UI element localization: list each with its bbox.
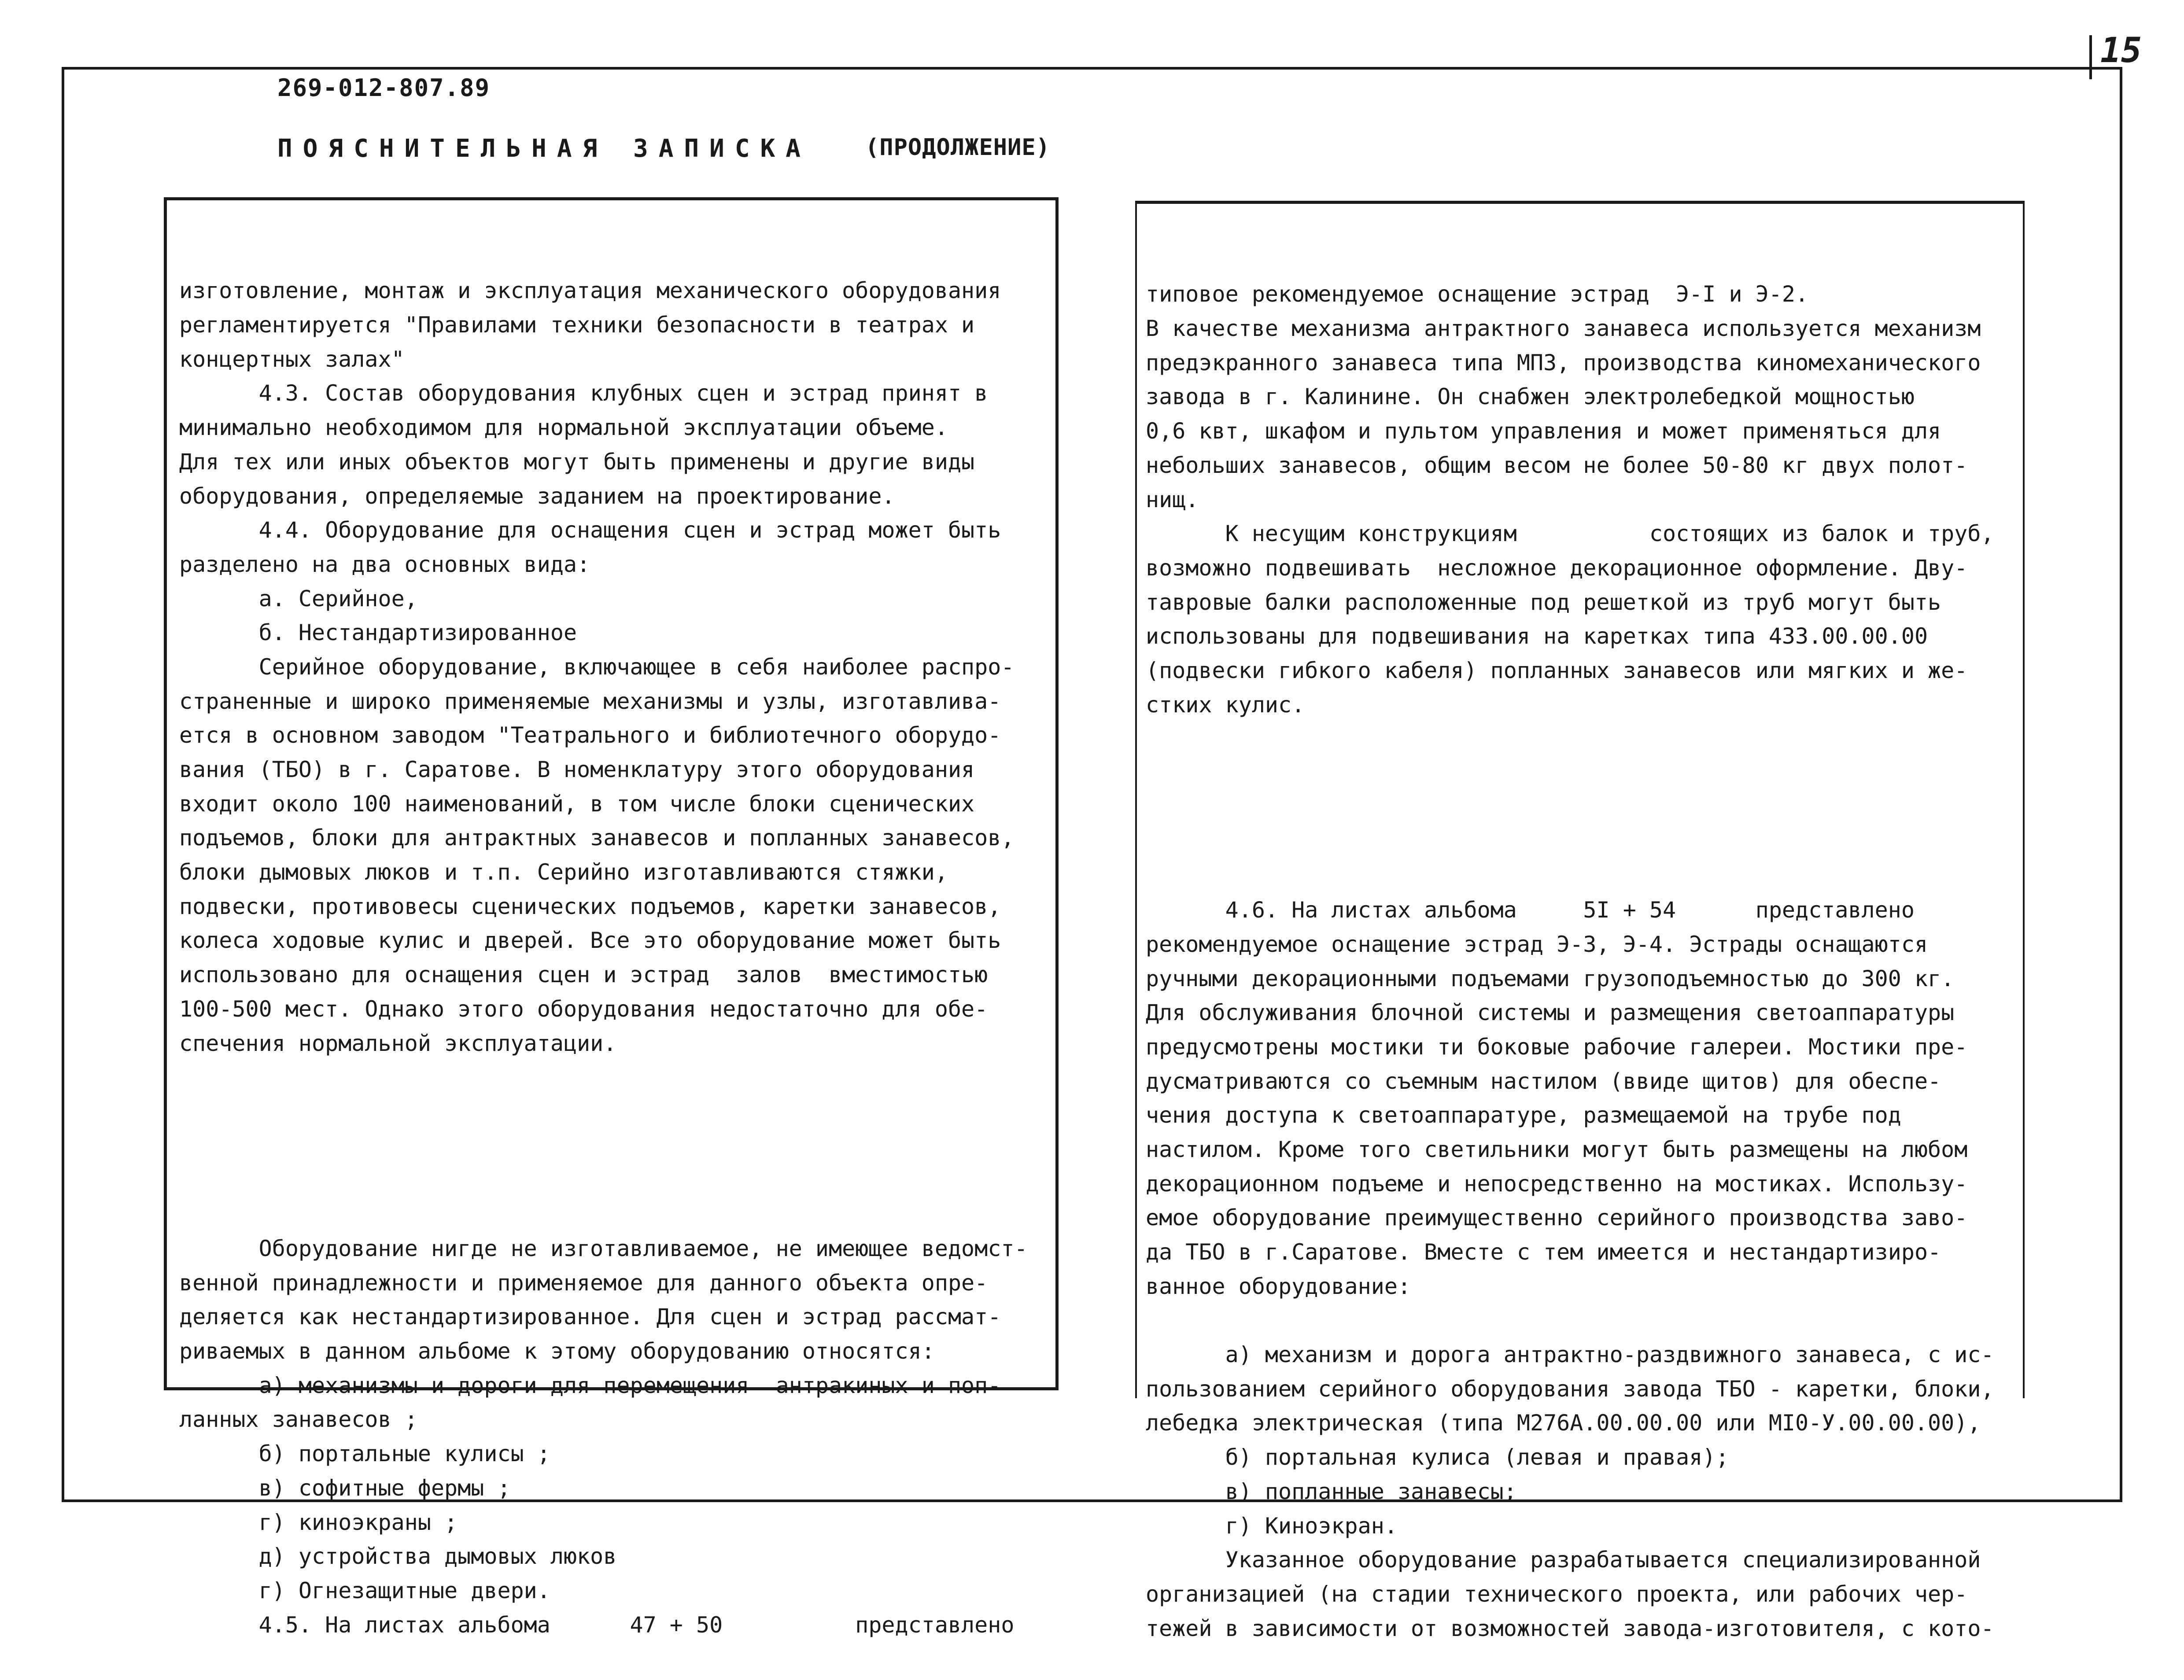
text-line: блоки дымовых люков и т.п. Серийно изготавливаются стяжки,: [179, 859, 948, 885]
text-line: тежей в зависимости от возможностей завода-изготовителя, с кото-: [1146, 1615, 1994, 1641]
text-line: концертных залах": [179, 346, 405, 372]
text-line: предэкранного занавеса типа МПЗ, производства киномеханического: [1146, 350, 1981, 376]
text-line: спечения нормальной эксплуатации.: [179, 1030, 617, 1056]
text-line: минимально необходимом для нормальной эксплуатации объеме.: [179, 415, 948, 441]
text-line: 4.5. На листах альбома 47 + 50 представлено: [179, 1612, 1015, 1638]
text-line: а. Серийное,: [179, 586, 418, 612]
right-paragraphs-continued: [1146, 893, 2023, 1646]
text-line: 4.6. На листах альбома 5I + 54 представлено: [1146, 897, 1915, 923]
text-line: чения доступа к светоаппаратуре, размещаемой на трубе под: [1146, 1102, 1901, 1128]
text-line: б) портальная кулиса (левая и правая);: [1146, 1444, 1729, 1470]
text-line: вания (ТБО) в г. Саратове. В номенклатуру этого оборудования: [179, 757, 975, 783]
text-line: использовано для оснащения сцен и эстрад залов вместимостью: [179, 962, 988, 988]
text-line: г) киноэкраны ;: [179, 1509, 458, 1535]
text-line: б) портальные кулисы ;: [179, 1441, 550, 1467]
text-line: декорационном подъеме и непосредственно на мостиках. Использу-: [1146, 1171, 1968, 1197]
left-text-column: [164, 197, 1059, 1638]
text-line: 0,6 квт, шкафом и пультом управления и может применяться для: [1146, 418, 1941, 444]
text-line: пользованием серийного оборудования завода ТБО - каретки, блоки,: [1146, 1376, 1994, 1402]
text-line: б. Нестандартизированное: [179, 620, 577, 646]
text-line: небольших занавесов, общим весом не более 50-80 кг двух полот-: [1146, 452, 1968, 478]
paragraph-gap: [1146, 791, 2023, 825]
text-line: [1146, 1304, 2023, 1338]
left-paragraphs: [179, 274, 1055, 1061]
text-line: в) попланные занавесы;: [1146, 1478, 1517, 1504]
text-line: оборудования, определяемые заданием на проектирование.: [179, 483, 895, 509]
text-line: 4.3. Состав оборудования клубных сцен и эстрад принят в: [179, 380, 988, 406]
text-line: ванное оборудование:: [1146, 1273, 1411, 1299]
document-code: 269-012-807.89: [277, 74, 491, 102]
text-line: 100-500 мест. Однако этого оборудования недостаточно для обе-: [179, 996, 988, 1022]
text-line: рекомендуемое оснащение эстрад Э-3, Э-4. Эстрады оснащаются: [1146, 931, 1928, 957]
text-line: д) устройства дымовых люков: [179, 1544, 617, 1569]
text-line: ется в основном заводом "Театрального и библиотечного оборудо-: [179, 722, 1001, 748]
text-line: завода в г. Калинине. Он снабжен электролебедкой мощностью: [1146, 384, 1915, 410]
right-text-column: [1135, 201, 2025, 1641]
text-line: лебедка электрическая (типа М276А.00.00.00 или МI0-У.00.00.00),: [1146, 1410, 1981, 1436]
text-line: Оборудование нигде не изготавливаемое, не имеющее ведомст-: [179, 1236, 1028, 1262]
text-line: тавровые балки расположенные под решеткой из труб могут быть: [1146, 589, 1941, 615]
text-line: риваемых в данном альбоме к этому оборудованию относятся:: [179, 1338, 935, 1364]
text-line: ручными декорационными подъемами грузоподъемностью до 300 кг.: [1146, 965, 1955, 991]
left-paragraphs-continued: [179, 1232, 1055, 1642]
text-line: разделено на два основных вида:: [179, 551, 590, 577]
text-line: Указанное оборудование разрабатывается специализированной: [1146, 1547, 1981, 1573]
text-line: регламентируется "Правилами техники безопасности в театрах и: [179, 312, 975, 338]
text-line: нищ.: [1146, 486, 1199, 512]
text-line: К несущим конструкциям состоящих из балок и труб,: [1146, 521, 1994, 547]
text-line: подвески, противовесы сценических подъемов, каретки занавесов,: [179, 893, 1001, 919]
text-line: типовое рекомендуемое оснащение эстрад Э-I и Э-2.: [1146, 281, 1809, 307]
text-line: Для обслуживания блочной системы и размещения светоаппаратуры: [1146, 1000, 1955, 1026]
text-line: стких кулис.: [1146, 692, 1305, 718]
text-line: входит около 100 наименований, в том числе блоки сценических: [179, 791, 975, 817]
text-line: г) Киноэкран.: [1146, 1513, 1398, 1539]
page-title: ПОЯСНИТЕЛЬНАЯ ЗАПИСКА: [277, 134, 812, 163]
text-line: предусмотрены мостики ти боковые рабочие галереи. Мостики пре-: [1146, 1034, 1968, 1060]
text-line: колеса ходовые кулис и дверей. Все это оборудование может быть: [179, 928, 1001, 954]
text-line: изготовление, монтаж и эксплуатация механического оборудования: [179, 278, 1001, 304]
text-line: в) софитные фермы ;: [179, 1475, 511, 1501]
text-line: возможно подвешивать несложное декорационное оформление. Дву-: [1146, 555, 1968, 581]
page-number: 15: [2100, 31, 2142, 70]
text-line: Серийное оборудование, включающее в себя наиболее распро-: [179, 654, 1015, 680]
text-line: да ТБО в г.Саратове. Вместе с тем имеется и нестандартизиро-: [1146, 1239, 1941, 1265]
text-line: (подвески гибкого кабеля) попланных занавесов или мягких и же-: [1146, 657, 1968, 683]
text-line: 4.4. Оборудование для оснащения сцен и эстрад может быть: [179, 517, 1001, 543]
text-line: а) механизмы и дороги для перемещения антракиных и поп-: [179, 1372, 1001, 1398]
text-line: венной принадлежности и применяемое для данного объекта опре-: [179, 1270, 988, 1296]
text-line: страненные и широко применяемые механизмы и узлы, изготавлива-: [179, 688, 1001, 714]
paragraph-gap: [179, 1129, 1055, 1164]
text-line: г) Огнезащитные двери.: [179, 1577, 550, 1603]
text-line: а) механизм и дорога антрактно-раздвижного занавеса, с ис-: [1146, 1342, 1994, 1368]
page-number-divider: [2089, 35, 2092, 79]
text-line: подъемов, блоки для антрактных занавесов и попланных занавесов,: [179, 825, 1015, 851]
text-line: организацией (на стадии технического проекта, или рабочих чер-: [1146, 1581, 1968, 1607]
text-line: емое оборудование преимущественно серийного производства заво-: [1146, 1205, 1968, 1231]
text-line: деляется как нестандартизированное. Для сцен и эстрад рассмат-: [179, 1304, 1001, 1330]
text-line: Для тех или иных объектов могут быть применены и другие виды: [179, 449, 975, 475]
page-title-suffix: (ПРОДОЛЖЕНИЕ): [865, 134, 1050, 161]
text-line: настилом. Кроме того светильники могут быть размещены на любом: [1146, 1136, 1968, 1162]
right-paragraphs: [1146, 277, 2023, 722]
text-line: использованы для подвешивания на каретках типа 433.00.00.00: [1146, 623, 1928, 649]
text-line: дусматриваются со съемным настилом (ввиде щитов) для обеспе-: [1146, 1068, 1941, 1094]
text-line: В качестве механизма антрактного занавеса используется механизм: [1146, 316, 1981, 342]
text-line: ланных занавесов ;: [179, 1407, 418, 1433]
